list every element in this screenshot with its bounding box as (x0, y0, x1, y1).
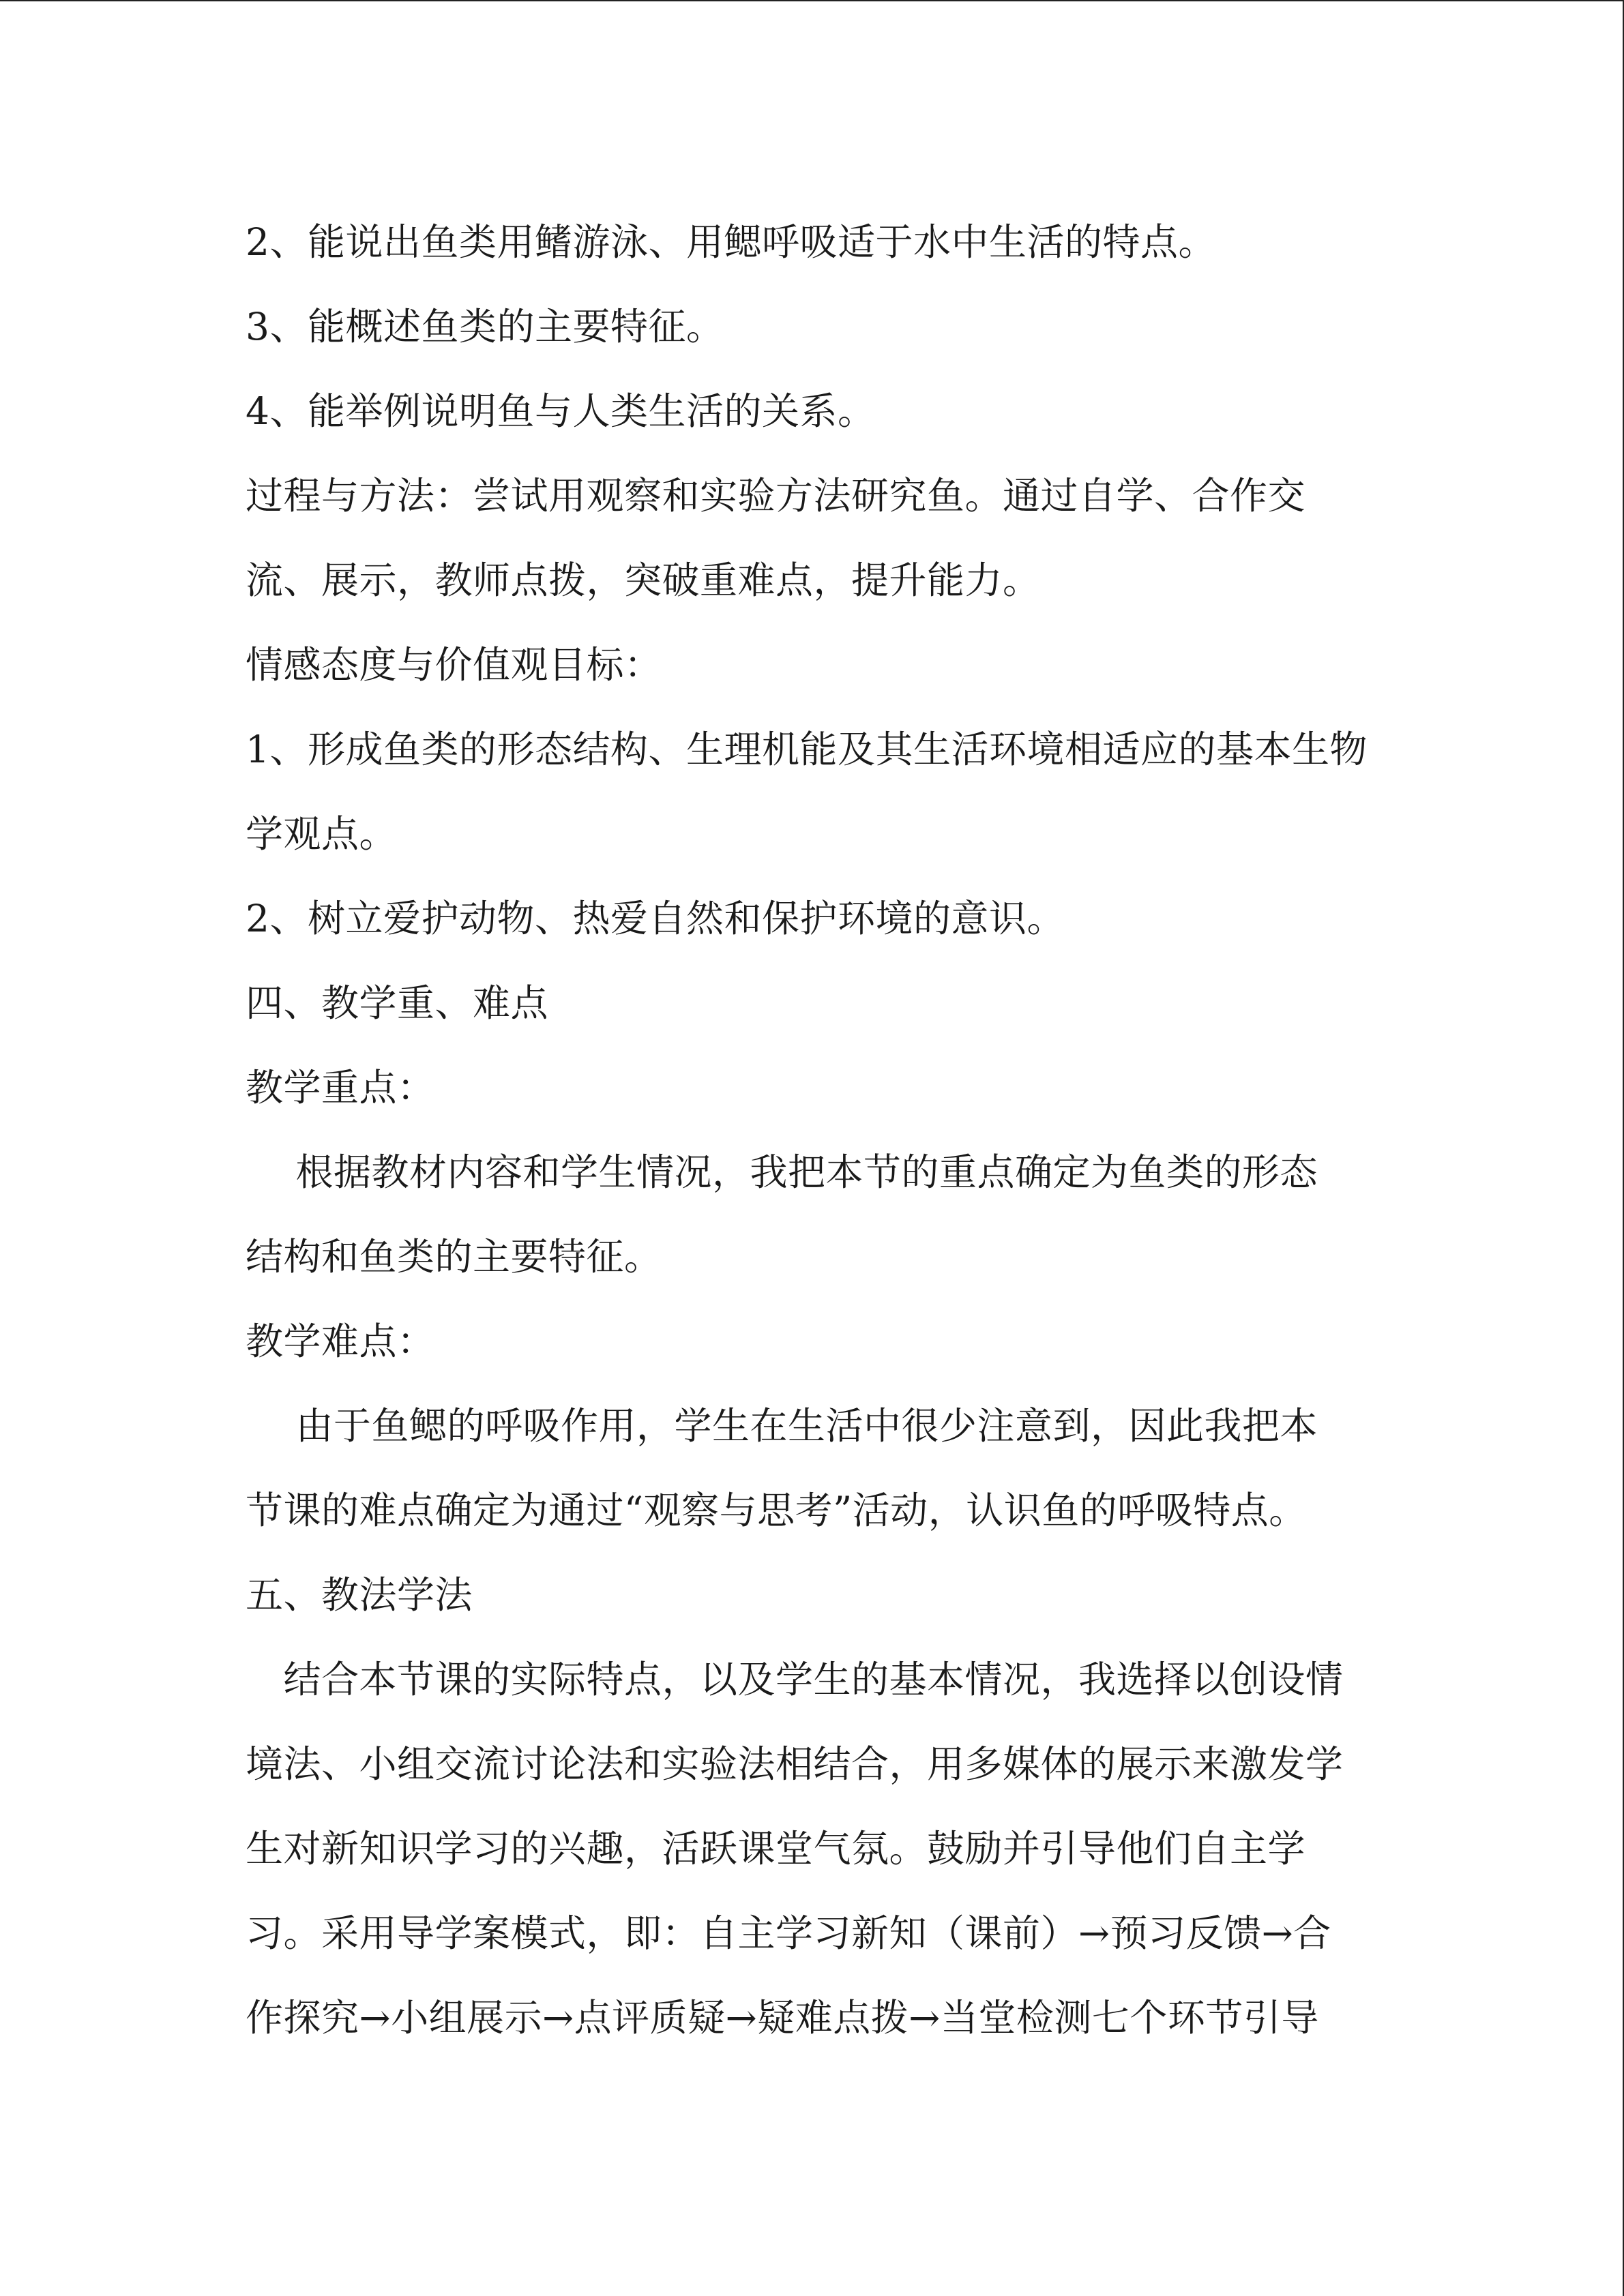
text-line: 结合本节课的实际特点，以及学生的基本情况，我选择以创设情 (246, 1658, 1344, 1701)
text-line: 生对新知识学习的兴趣，活跃课堂气氛。鼓励并引导他们自主学 (246, 1827, 1306, 1870)
text-line: 作探究→小组展示→点评质疑→疑难点拨→当堂检测七个环节引导 (246, 1996, 1319, 2040)
text-line: 过程与方法：尝试用观察和实验方法研究鱼。通过自学、合作交 (246, 474, 1306, 518)
section-heading: 五、教法学法 (246, 1573, 473, 1617)
text-line: 情感态度与价值观目标： (246, 643, 662, 687)
text-line: 4、能举例说明鱼与人类生活的关系。 (246, 389, 876, 433)
text-line: 境法、小组交流讨论法和实验法相结合，用多媒体的展示来激发学 (246, 1742, 1344, 1786)
text-line: 结构和鱼类的主要特征。 (246, 1235, 662, 1279)
section-heading: 四、教学重、难点 (246, 981, 549, 1025)
subheading: 教学难点： (246, 1320, 435, 1363)
text-line: 根据教材内容和学生情况，我把本节的重点确定为鱼类的形态 (246, 1150, 1318, 1194)
subheading: 教学重点： (246, 1066, 435, 1109)
text-line: 2、树立爱护动物、热爱自然和保护环境的意识。 (246, 897, 1065, 940)
text-line: 1、形成鱼类的形态结构、生理机能及其生活环境相适应的基本生物 (246, 728, 1368, 771)
text-line: 习。采用导学案模式，即：自主学习新知（课前）→预习反馈→合 (246, 1911, 1331, 1955)
text-line: 3、能概述鱼类的主要特征。 (246, 305, 724, 348)
text-line: 流、展示，教师点拨，突破重难点，提升能力。 (246, 558, 1041, 602)
text-line: 学观点。 (246, 812, 398, 856)
text-line: 2、能说出鱼类用鳍游泳、用鳃呼吸适于水中生活的特点。 (246, 220, 1216, 264)
text-line: 由于鱼鳃的呼吸作用，学生在生活中很少注意到，因此我把本 (246, 1404, 1318, 1448)
text-line: 节课的难点确定为通过“观察与思考”活动，认识鱼的呼吸特点。 (246, 1489, 1307, 1532)
